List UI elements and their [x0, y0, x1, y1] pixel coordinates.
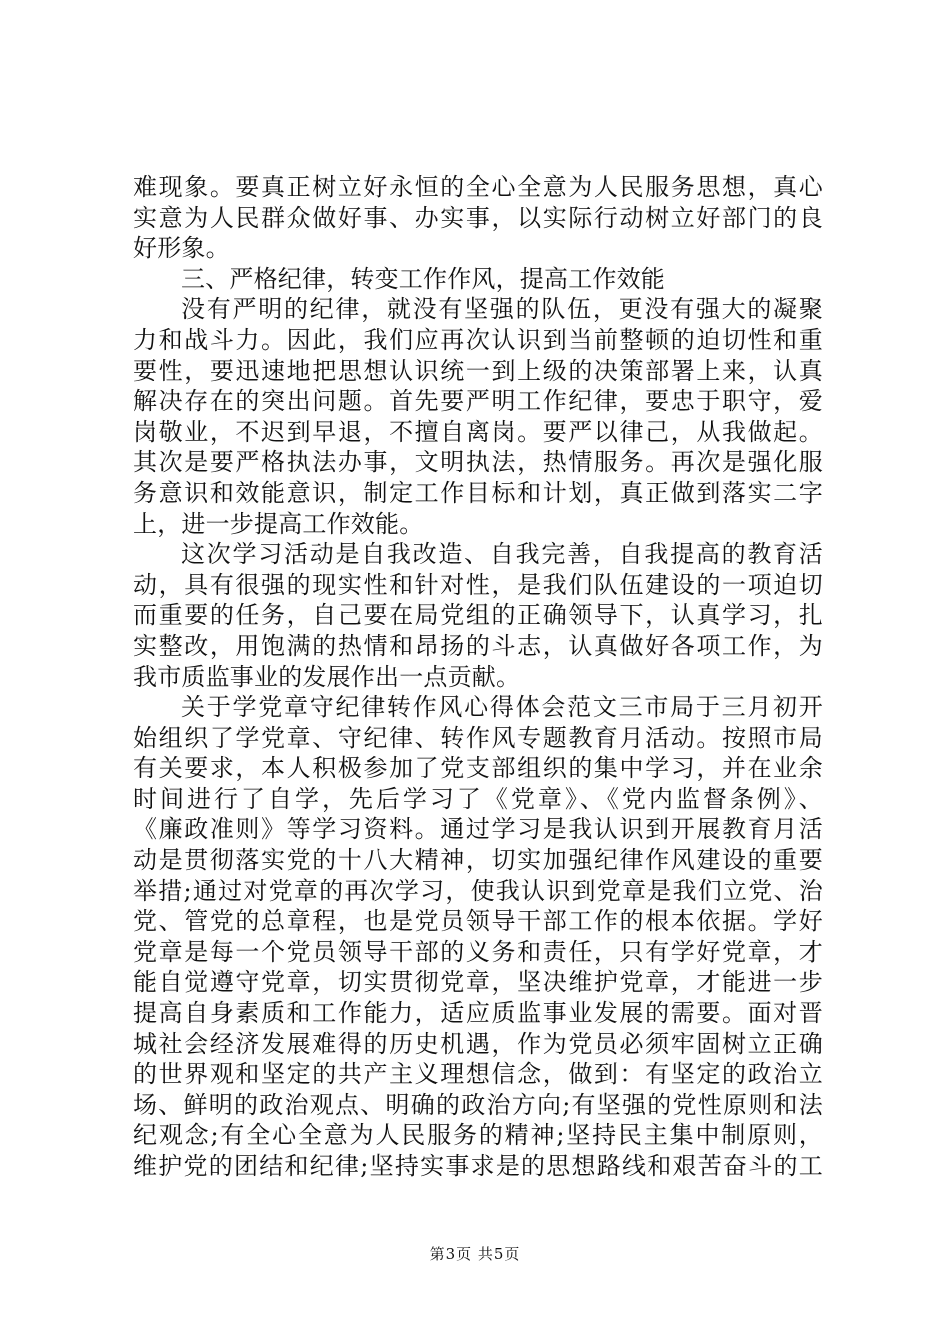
text-line: 的世界观和坚定的共产主义理想信念，做到：有坚定的政治立	[133, 1060, 823, 1089]
text-line: 动，具有很强的现实性和针对性，是我们队伍建设的一项迫切	[133, 570, 823, 599]
text-line: 这次学习活动是自我改造、自我完善，自我提高的教育活	[181, 540, 823, 569]
text-line: 提高自身素质和工作能力，适应质监事业发展的需要。面对晋	[133, 999, 823, 1028]
text-line: 务意识和效能意识，制定工作目标和计划，真正做到落实二字	[133, 478, 823, 507]
text-line: 要性，要迅速地把思想认识统一到上级的决策部署上来，认真	[133, 356, 823, 385]
text-line: 而重要的任务，自己要在局党组的正确领导下，认真学习，扎	[133, 601, 823, 630]
text-line: 党、管党的总章程，也是党员领导干部工作的根本依据。学好	[133, 907, 823, 936]
text-line: 动是贯彻落实党的十八大精神，切实加强纪律作风建设的重要	[133, 846, 823, 875]
text-line: 《廉政准则》等学习资料。通过学习是我认识到开展教育月活	[133, 815, 823, 844]
text-line: 纪观念;有全心全意为人民服务的精神;坚持民主集中制原则，	[133, 1121, 823, 1150]
text-line: 举措;通过对党章的再次学习，使我认识到党章是我们立党、治	[133, 876, 823, 905]
text-line: 难现象。要真正树立好永恒的全心全意为人民服务思想，真心	[133, 173, 823, 201]
text-line: 没有严明的纪律，就没有坚强的队伍，更没有强大的凝聚	[181, 295, 823, 324]
text-line: 关于学党章守纪律转作风心得体会范文三市局于三月初开	[181, 693, 823, 722]
text-line: 上，进一步提高工作效能。	[133, 509, 424, 538]
text-line: 岗敬业，不迟到早退，不擅自离岗。要严以律己，从我做起。	[133, 417, 823, 446]
text-line: 实意为人民群众做好事、办实事，以实际行动树立好部门的良	[133, 203, 823, 232]
text-line: 维护党的团结和纪律;坚持实事求是的思想路线和艰苦奋斗的工	[133, 1152, 823, 1180]
text-line: 时间进行了自学，先后学习了《党章》、《党内监督条例》、	[133, 784, 823, 813]
page-number-footer: 第3页 共5页	[429, 1245, 521, 1263]
text-line: 实整改，用饱满的热情和昂扬的斗志，认真做好各项工作，为	[133, 631, 823, 660]
text-line: 好形象。	[133, 234, 230, 263]
text-line: 解决存在的突出问题。首先要严明工作纪律，要忠于职守，爱	[133, 387, 823, 416]
text-line: 始组织了学党章、守纪律、转作风专题教育月活动。按照市局	[133, 723, 823, 752]
section-heading: 三、严格纪律，转变工作作风，提高工作效能	[181, 264, 665, 293]
text-line: 党章是每一个党员领导干部的义务和责任，只有学好党章，才	[133, 937, 823, 966]
text-line: 其次是要严格执法办事，文明执法，热情服务。再次是强化服	[133, 448, 823, 477]
text-line: 我市质监事业的发展作出一点贡献。	[133, 662, 521, 691]
text-line: 有关要求，本人积极参加了党支部组织的集中学习，并在业余	[133, 754, 823, 783]
text-line: 力和战斗力。因此，我们应再次认识到当前整顿的迫切性和重	[133, 325, 823, 354]
text-line: 能自觉遵守党章，切实贯彻党章，坚决维护党章，才能进一步	[133, 968, 823, 997]
text-line: 场、鲜明的政治观点、明确的政治方向;有坚强的党性原则和法	[133, 1090, 823, 1119]
text-line: 城社会经济发展难得的历史机遇，作为党员必须牢固树立正确	[133, 1029, 823, 1058]
document-body	[133, 172, 823, 1182]
